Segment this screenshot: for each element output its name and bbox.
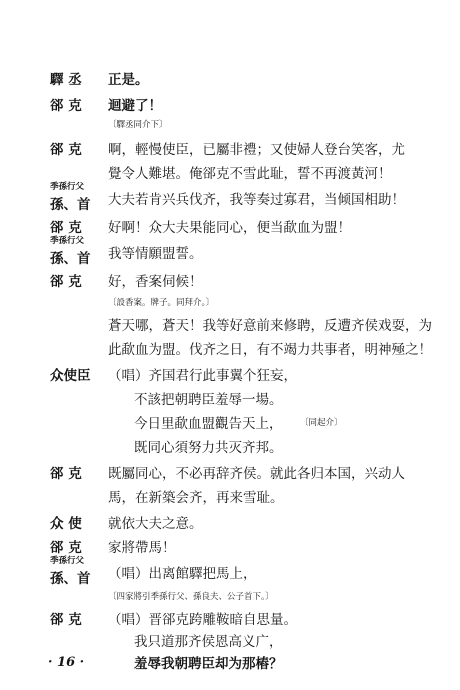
page-number: · 16 · bbox=[48, 655, 85, 670]
dialogue-text: 好啊！众大夫果能同心，便当歃血为盟！ bbox=[108, 220, 351, 236]
dialogue-text: （唱）出离館驛把馬上， bbox=[108, 566, 257, 582]
speaker-label-line1: 季孫行父 bbox=[50, 556, 85, 566]
speaker-label: 驛 丞 bbox=[50, 72, 82, 88]
stage-direction-inline: 〔同起介〕 bbox=[300, 418, 343, 428]
dialogue-text: 啊，輕慢使臣，已屬非禮；又使婦人登台笑客，尤 bbox=[108, 142, 405, 158]
speaker-label: 郤 克 bbox=[50, 540, 82, 556]
speaker-label-line1: 季孫行父 bbox=[50, 182, 85, 192]
dialogue-text: 大夫若肯兴兵伐齐，我等奏过寡君，当倾国相助！ bbox=[108, 192, 405, 208]
speaker-label-line2: 孫、首 bbox=[50, 197, 91, 213]
dialogue-text: 好，香案伺候！ bbox=[108, 274, 203, 290]
speaker-label-line2: 孫、首 bbox=[50, 251, 91, 267]
speaker-label: 郤 克 bbox=[50, 466, 82, 482]
verse-text: 今日里歃血盟觀告天上， bbox=[134, 416, 283, 432]
dialogue-text: 蒼天哪，蒼天！我等好意前来修聘，反遭齐侯戏耍，为 bbox=[108, 318, 432, 334]
dialogue-text: 覺令人難堪。俺郤克不雪此耻，誓不再渡黃河！ bbox=[108, 166, 392, 182]
stage-direction: 〔設香案。牌子。同拜介。〕 bbox=[108, 298, 215, 308]
stage-direction: 〔四家將引季孫行父、孫良夫、公子首下。〕 bbox=[108, 592, 274, 602]
dialogue-text: 迴避了！ bbox=[108, 98, 162, 114]
speaker-label-line1: 季孫行父 bbox=[50, 236, 85, 246]
dialogue-text: 就依大夫之意。 bbox=[108, 516, 203, 532]
verse-text: 既同心須努力共灭齐邦。 bbox=[134, 440, 283, 456]
dialogue-text: 家將帶馬！ bbox=[108, 540, 176, 556]
dialogue-text: 既屬同心，不必再辞齐侯。就此各归本国，兴动人 bbox=[108, 466, 405, 482]
dialogue-text: 我等情願盟誓。 bbox=[108, 246, 203, 262]
speaker-label: 郤 克 bbox=[50, 220, 82, 236]
speaker-label: 郤 克 bbox=[50, 274, 82, 290]
stage-direction: 〔驛丞同介下〕 bbox=[108, 120, 168, 130]
dialogue-text: （唱）晋郤克跨雕鞍暗自思量。 bbox=[108, 612, 297, 628]
dialogue-text: 此歃血为盟。伐齐之日，有不竭力共事者，明神殛之！ bbox=[108, 342, 432, 358]
verse-text: 不該把朝聘臣羞辱一場。 bbox=[134, 392, 283, 408]
dialogue-text: 馬，在新築会齐，再来雪耻。 bbox=[108, 490, 284, 506]
speaker-label: 郤 克 bbox=[50, 142, 82, 158]
speaker-label: 郤 克 bbox=[50, 98, 82, 114]
dialogue-text: 正是。 bbox=[108, 72, 149, 88]
speaker-label: 郤 克 bbox=[50, 612, 82, 628]
verse-text: 我只道那齐侯恩高义广， bbox=[134, 634, 283, 650]
verse-text: 羞辱我朝聘臣却为那樁？ bbox=[134, 656, 283, 672]
speaker-label: 众 使 bbox=[50, 516, 82, 532]
dialogue-text: （唱）齐国君行此事翼个狂妄， bbox=[108, 368, 297, 384]
speaker-label: 众使臣 bbox=[50, 368, 91, 384]
speaker-label-line2: 孫、首 bbox=[50, 571, 91, 587]
